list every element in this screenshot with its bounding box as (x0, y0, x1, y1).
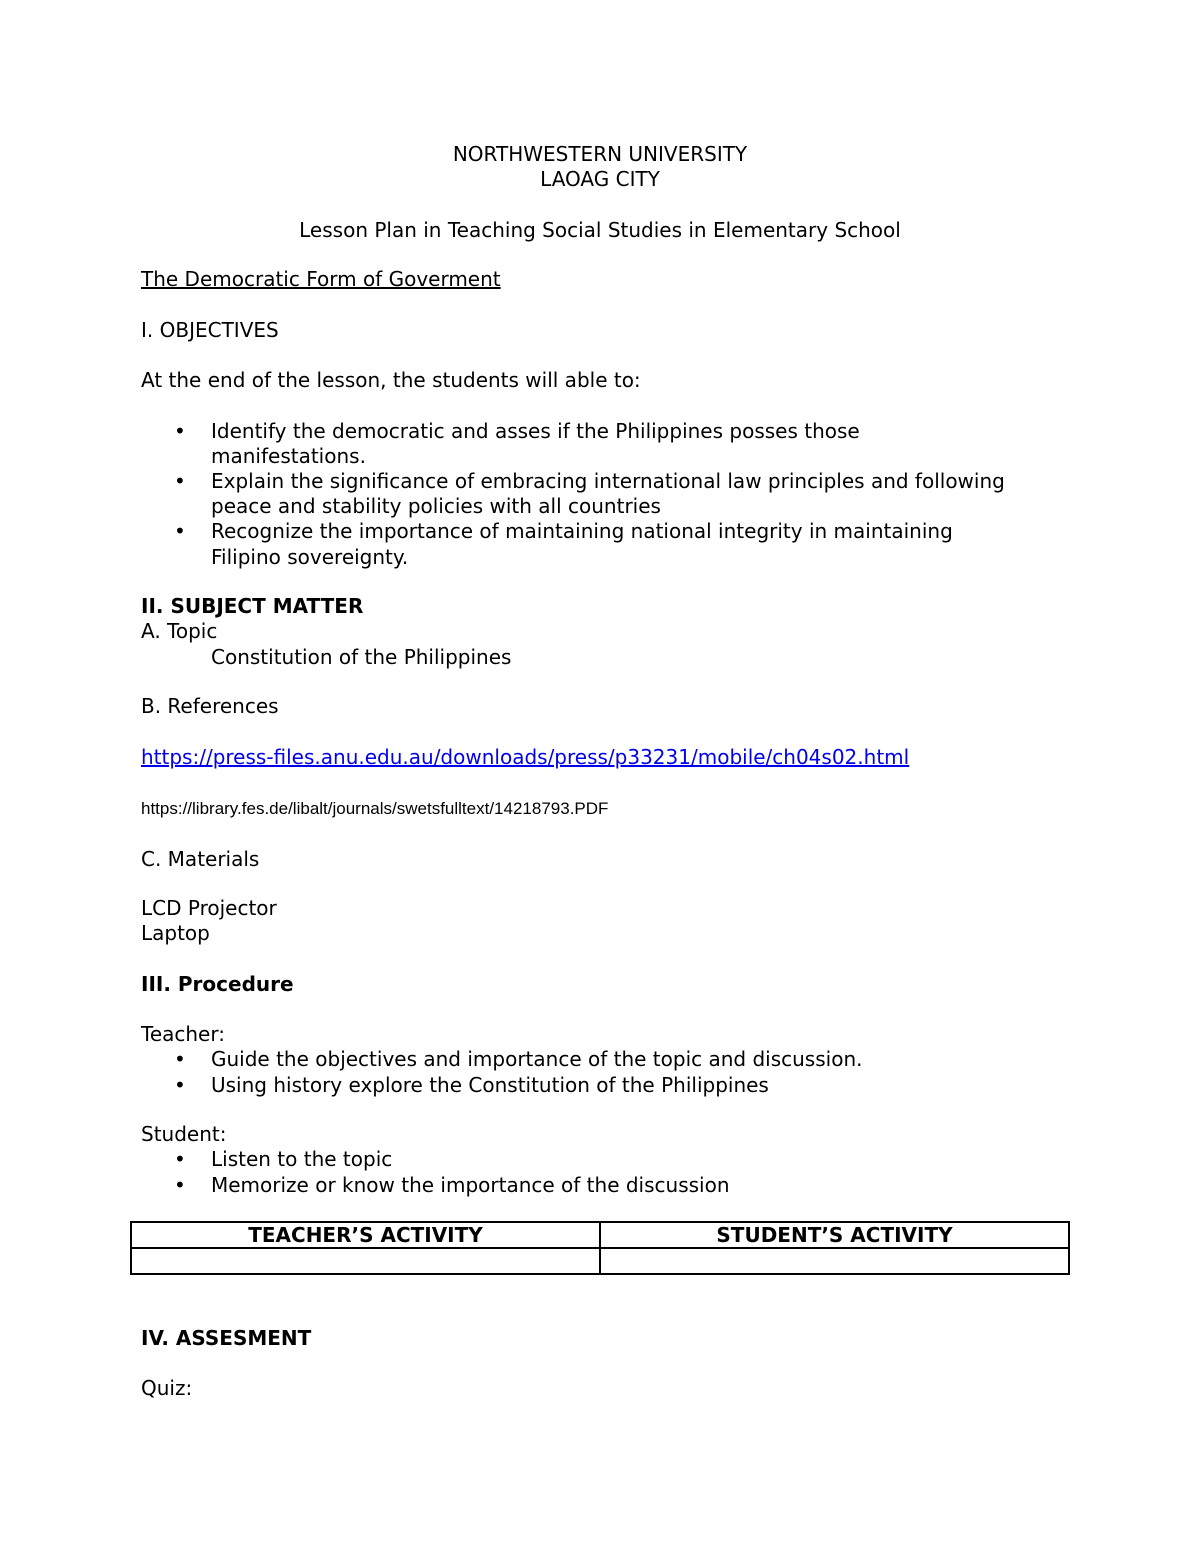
topic-label: A. Topic (141, 619, 218, 643)
references-label: B. References (141, 694, 279, 718)
objective-item-3-line-1: Recognize the importance of maintaining national integrity in maintaining (211, 519, 953, 543)
activity-table (130, 1221, 1070, 1275)
objectives-heading: I. OBJECTIVES (141, 318, 279, 342)
bullet-icon: • (174, 469, 186, 493)
reference-link-anu[interactable]: https://press-files.anu.edu.au/downloads/press/p33231/mobile/ch04s02.html (141, 745, 910, 769)
table-row (131, 1248, 1069, 1274)
student-item-2: Memorize or know the importance of the discussion (211, 1173, 730, 1197)
material-item-2: Laptop (141, 921, 210, 945)
student-activity-cell (600, 1248, 1069, 1274)
city-name: LAOAG CITY (540, 167, 660, 191)
objective-item-1-line-2: manifestations. (211, 444, 366, 468)
teacher-activity-header: TEACHER’S ACTIVITY (131, 1222, 600, 1248)
student-item-1: Listen to the topic (211, 1147, 393, 1171)
objective-item-3-line-2: Filipino sovereignty. (211, 545, 409, 569)
university-name: NORTHWESTERN UNIVERSITY (452, 142, 748, 166)
quiz-label: Quiz: (141, 1376, 193, 1400)
table-header-row (131, 1222, 1069, 1248)
topic-value: Constitution of the Philippines (211, 645, 512, 669)
assessment-heading: IV. ASSESMENT (141, 1326, 312, 1350)
reference-fes: https://library.fes.de/libalt/journals/swetsfulltext/14218793.PDF (141, 799, 609, 818)
materials-label: C. Materials (141, 847, 260, 871)
bullet-icon: • (174, 519, 186, 543)
subject-matter-heading: II. SUBJECT MATTER (141, 594, 364, 618)
objective-item-2-line-2: peace and stability policies with all countries (211, 494, 661, 518)
bullet-icon: • (174, 1147, 186, 1171)
bullet-icon: • (174, 419, 186, 443)
lesson-title: The Democratic Form of Goverment (141, 267, 501, 291)
bullet-icon: • (174, 1073, 186, 1097)
teacher-item-1: Guide the objectives and importance of the topic and discussion. (211, 1047, 863, 1071)
student-label: Student: (141, 1122, 227, 1146)
procedure-heading: III. Procedure (141, 972, 294, 996)
lesson-plan-title: Lesson Plan in Teaching Social Studies in Elementary School (299, 218, 901, 242)
objective-item-1-line-1: Identify the democratic and asses if the Philippines posses those (211, 419, 860, 443)
student-activity-header: STUDENT’S ACTIVITY (600, 1222, 1069, 1248)
bullet-icon: • (174, 1173, 186, 1197)
material-item-1: LCD Projector (141, 896, 277, 920)
teacher-activity-cell (131, 1248, 600, 1274)
objective-item-2-line-1: Explain the significance of embracing international law principles and following (211, 469, 1005, 493)
teacher-item-2: Using history explore the Constitution of the Philippines (211, 1073, 769, 1097)
teacher-label: Teacher: (141, 1022, 225, 1046)
bullet-icon: • (174, 1047, 186, 1071)
objectives-intro: At the end of the lesson, the students will able to: (141, 368, 641, 392)
